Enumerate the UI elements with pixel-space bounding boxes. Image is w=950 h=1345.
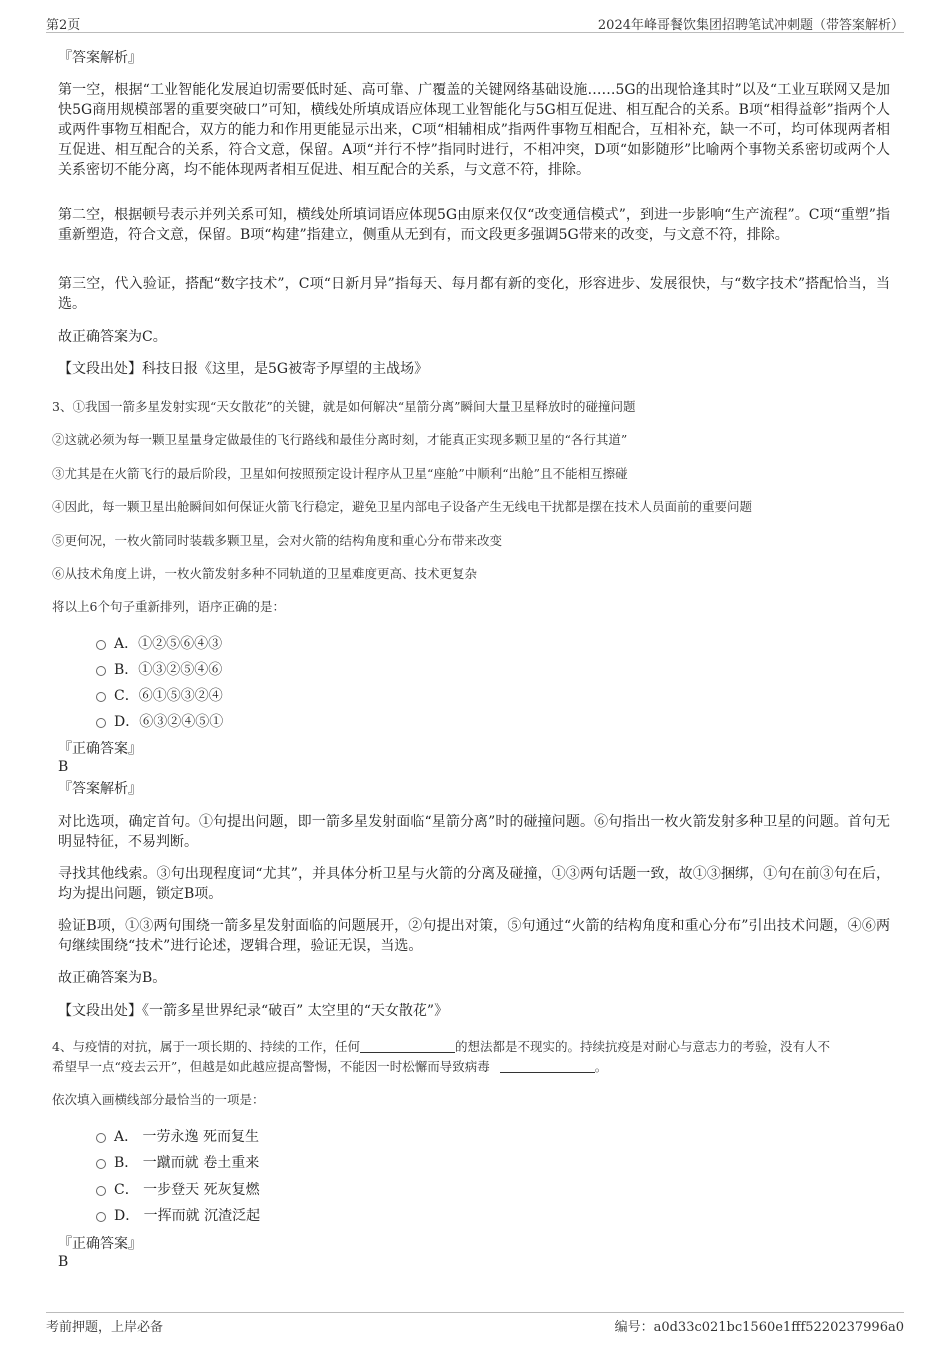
radio-icon[interactable] xyxy=(96,1159,106,1169)
correct-answer-value: B xyxy=(58,759,69,775)
question-3-sentence-3: ③尤其是在火箭飞行的最后阶段，卫星如何按照预定设计程序从卫星“座舱”中顺利“出舱”且不能相互擦碰 xyxy=(52,466,628,481)
question-4-option-a[interactable]: A． 一劳永逸 死而复生 xyxy=(96,1127,259,1147)
question-3-option-b[interactable]: B．①③②⑤④⑥ xyxy=(96,660,222,680)
question-4-stem-line-1: 4、与疫情的对抗，属于一项长期的、持续的工作，任何 的想法都是不现实的。持续抗疫是对耐心与意志力的考验，没有人不 xyxy=(52,1039,830,1054)
question-3-sentence-5: ⑤更何况，一枚火箭同时装载多颗卫星，会对火箭的结构角度和重心分布带来改变 xyxy=(52,533,503,548)
analysis-paragraph-1: 对比选项，确定首句。①句提出问题，即一箭多星发射面临“星箭分离”时的碰撞问题。⑥句指出一枚火箭发射多种卫星的问题。首句无明显特征，不易判断。 xyxy=(58,814,890,850)
analysis-label: 『答案解析』 xyxy=(58,50,142,66)
radio-icon[interactable] xyxy=(96,1212,106,1222)
analysis-paragraph-3: 验证B项，①③两句围绕一箭多星发射面临的问题展开，②句提出对策，⑤句通过“火箭的结构角度和重心分布”引出技术问题，④⑥两句继续围绕“技术”进行论述，逻辑合理，验证无误，当选。 xyxy=(58,918,890,954)
analysis-paragraph-3: 第三空，代入验证，搭配“数字技术”，C项“日新月异”指每天、每月都有新的变化，形容进步、发展很快，与“数字技术”搭配恰当，当选。 xyxy=(58,276,890,312)
question-3-sentence-2: ②这就必须为每一颗卫星量身定做最佳的飞行路线和最佳分离时刻，才能真正实现多颗卫星的“各行其道” xyxy=(52,432,628,447)
source-citation: 【文段出处】《一箭多星世界纪录“破百” 太空里的“天女散花”》 xyxy=(58,1003,449,1019)
analysis-paragraph-2: 寻找其他线索。③句出现程度词“尤其”，并具体分析卫星与火箭的分离及碰撞，①③两句话题一致，故①③捆绑，①句在前③句在后，均为提出问题，锁定B项。 xyxy=(58,866,890,902)
question-3-option-d[interactable]: D．⑥③②④⑤① xyxy=(96,712,223,732)
analysis-label: 『答案解析』 xyxy=(58,781,142,797)
question-3-option-c[interactable]: C．⑥①⑤③②④ xyxy=(96,686,223,706)
question-3-option-a[interactable]: A．①②⑤⑥④③ xyxy=(96,634,222,654)
question-4-stem-line-2: 希望早一点“疫去云开”，但越是如此越应提高警惕，不能因一时松懈而导致病毒 。 xyxy=(52,1059,608,1074)
question-3-sentence-4: ④因此，每一颗卫星出舱瞬间如何保证火箭飞行稳定，避免卫星内部电子设备产生无线电干扰都是摆在技术人员面前的重要问题 xyxy=(52,499,753,514)
analysis-conclusion: 故正确答案为C。 xyxy=(58,329,167,345)
radio-icon[interactable] xyxy=(96,1133,106,1143)
question-4-prompt: 依次填入画横线部分最恰当的一项是： xyxy=(52,1092,265,1107)
page-header xyxy=(46,10,904,33)
source-citation: 【文段出处】科技日报《这里，是5G被寄予厚望的主战场》 xyxy=(58,361,429,377)
radio-icon[interactable] xyxy=(96,666,106,676)
radio-icon[interactable] xyxy=(96,1186,106,1196)
question-3-prompt: 将以上6个句子重新排列，语序正确的是： xyxy=(52,599,285,614)
page-footer xyxy=(46,1312,904,1337)
analysis-conclusion: 故正确答案为B。 xyxy=(58,970,167,986)
radio-icon[interactable] xyxy=(96,692,106,702)
blank-1 xyxy=(360,1038,455,1053)
blank-2 xyxy=(500,1058,595,1073)
document-serial: 编号：a0d33c021bc1560e1fff5220237996a0 xyxy=(614,1320,904,1335)
correct-answer-label: 『正确答案』 xyxy=(58,1236,142,1252)
question-3-sentence-6: ⑥从技术角度上讲，一枚火箭发射多种不同轨道的卫星难度更高、技术更复杂 xyxy=(52,566,478,581)
correct-answer-label: 『正确答案』 xyxy=(58,741,142,757)
correct-answer-value: B xyxy=(58,1254,69,1270)
question-4-option-d[interactable]: D． 一挥而就 沉渣泛起 xyxy=(96,1206,260,1226)
analysis-paragraph-2: 第二空，根据顿号表示并列关系可知，横线处所填词语应体现5G由原来仅仅“改变通信模式”，到进一步影响“生产流程”。C项“重塑”指重新塑造，符合文意，保留。B项“构建”指建立，侧重从无到有，而文段更多强调5G带来的改变，与文意不符，排除。 xyxy=(58,207,890,243)
page-number: 第2页 xyxy=(46,18,81,33)
radio-icon[interactable] xyxy=(96,718,106,728)
question-4-option-b[interactable]: B． 一蹴而就 卷土重来 xyxy=(96,1153,259,1173)
radio-icon[interactable] xyxy=(96,640,106,650)
document-title: 2024年峰哥餐饮集团招聘笔试冲刺题（带答案解析） xyxy=(597,18,904,33)
question-4-option-c[interactable]: C． 一步登天 死灰复燃 xyxy=(96,1180,260,1200)
analysis-paragraph-1: 第一空，根据“工业智能化发展迫切需要低时延、高可靠、广覆盖的关键网络基础设施……5G的出现恰逢其时”以及“工业互联网又是加快5G商用规模部署的重要突破口”可知，横线处所填成语应体现工业智能化与5G相互促进、相互配合的关系。B项“相得益彰”指两个人或两件事物互相配合，双方的能力和作用更能显示出来，C项“相辅相成”指两件事物互相配合，互相补充，缺一不可，均可体现两者相互促进、相互配合的关系，符合文意，保留。A项“并行不悖”指同时进行，不相冲突，D项“如影随形”比喻两个事物关系密切或两个人关系密切不能分离，均不能体现两者相互促进、相互配合的关系，与文意不符，排除。 xyxy=(58,82,890,178)
footer-slogan: 考前押题，上岸必备 xyxy=(46,1320,164,1335)
question-3-sentence-1: 3、①我国一箭多星发射实现“天女散花”的关键，就是如何解决“星箭分离”瞬间大量卫星释放时的碰撞问题 xyxy=(52,399,636,414)
